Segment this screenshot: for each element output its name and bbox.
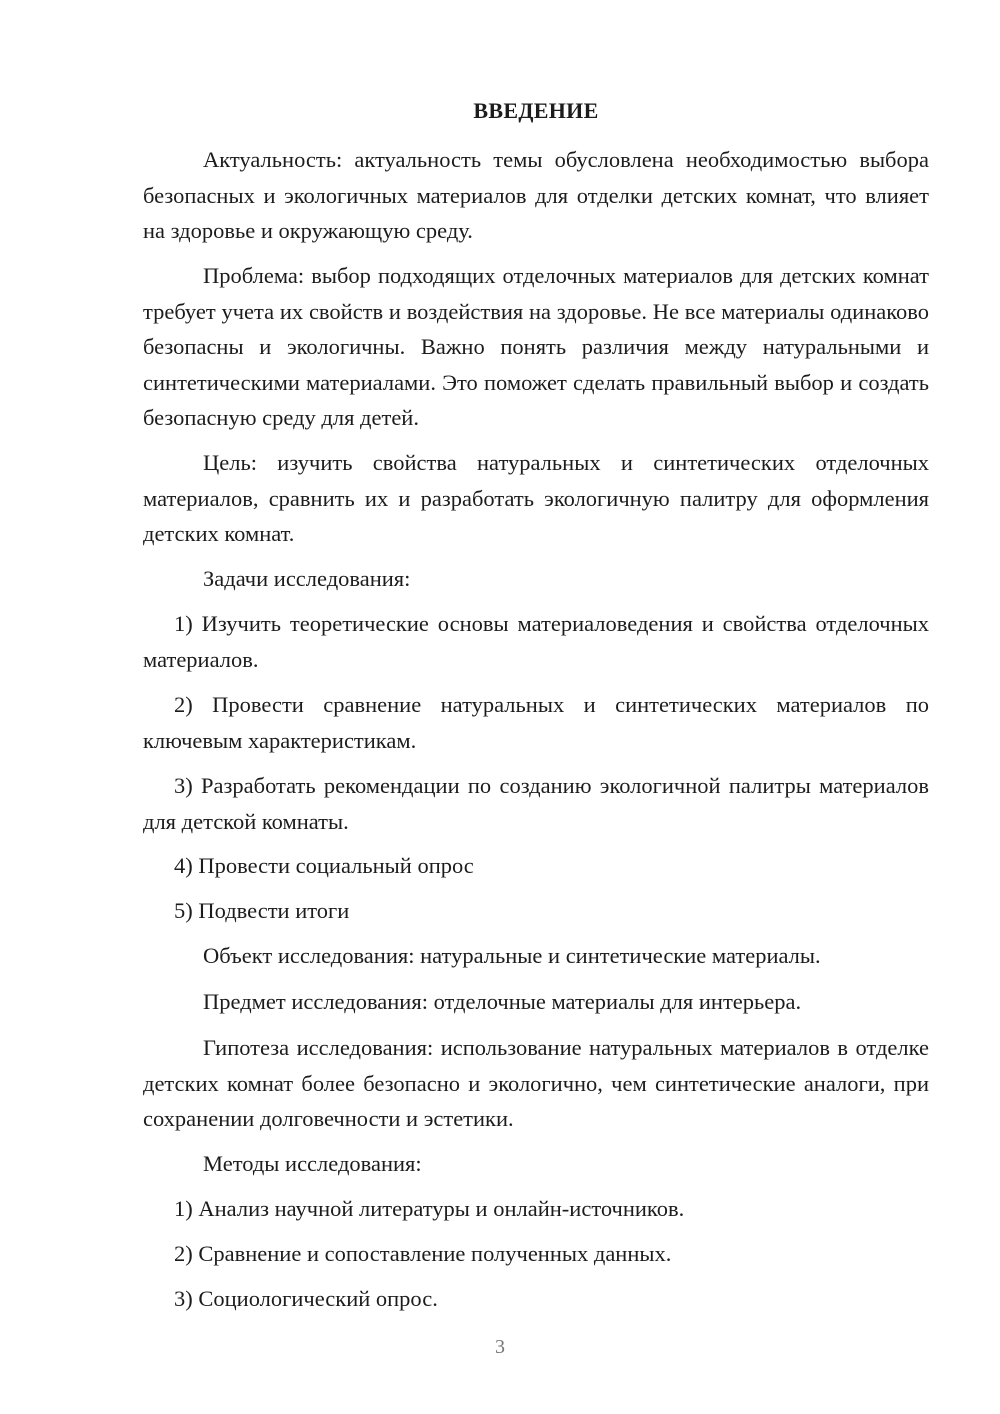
page-number: 3 [495,1336,505,1358]
page-title: ВВЕДЕНИЕ [473,98,599,123]
goal-paragraph: Цель: изучить свойства натуральных и синтетических отделочных материалов, сравнить их и разработать экологичную палитру для оформления детских комнат. [143,450,929,546]
task-item-1: 1) Изучить теоретические основы материаловедения и свойства отделочных материалов. [143,611,929,672]
relevance-paragraph: Актуальность: актуальность темы обусловлена необходимостью выбора безопасных и экологичных материалов для отделки детских комнат, что влияет на здоровье и окружающую среду. [143,147,929,243]
hypothesis-paragraph: Гипотеза исследования: использование натуральных материалов в отделке детских комнат более безопасно и экологично, чем синтетические аналоги, при сохранении долговечности и эстетики. [143,1035,929,1131]
method-item-1: 1) Анализ научной литературы и онлайн-источников. [174,1196,685,1221]
method-item-3: 3) Социологический опрос. [174,1286,438,1311]
task-item-2: 2) Провести сравнение натуральных и синтетических материалов по ключевым характеристикам. [143,692,929,753]
methods-heading: Методы исследования: [203,1151,422,1176]
problem-paragraph: Проблема: выбор подходящих отделочных материалов для детских комнат требует учета их свойств и воздействия на здоровье. Не все материалы одинаково безопасны и экологичны. Важно понять различия между натуральными и синтетическими материалами. Это поможет сделать правильный выбор и создать безопасную среду для детей. [143,263,929,430]
task-item-5: 5) Подвести итоги [174,898,350,923]
method-item-2: 2) Сравнение и сопоставление полученных данных. [174,1241,672,1266]
subject-paragraph: Предмет исследования: отделочные материалы для интерьера. [203,989,802,1014]
task-item-4: 4) Провести социальный опрос [174,853,474,878]
tasks-heading: Задачи исследования: [203,566,411,591]
object-paragraph: Объект исследования: натуральные и синтетические материалы. [203,943,821,968]
task-item-3: 3) Разработать рекомендации по созданию экологичной палитры материалов для детской комнаты. [143,773,929,834]
